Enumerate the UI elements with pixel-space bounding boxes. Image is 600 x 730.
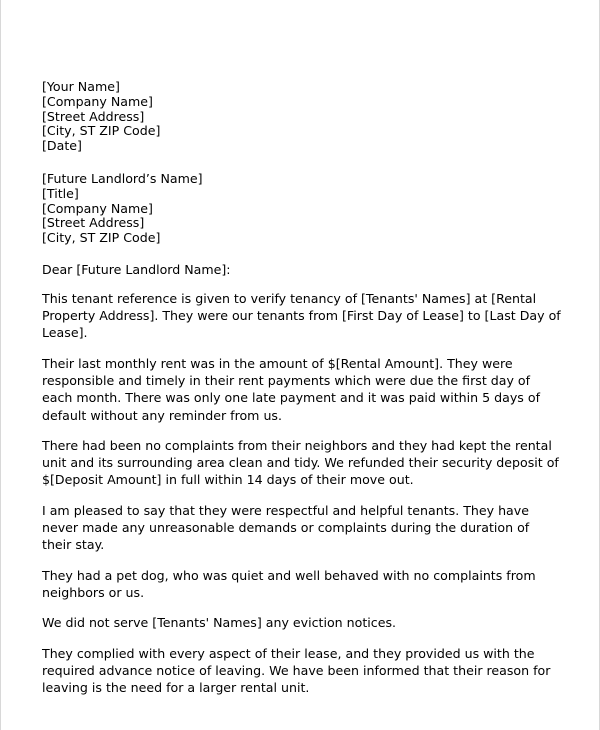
sender-street: [Street Address] bbox=[42, 108, 145, 124]
paragraph-rent-payments: Their last monthly rent was in the amount of $[Rental Amount]. They were responsible and timely in their rent payments which were due the first day of each month. There was only one late payment and it was paid within 5 days of default without any reminder from us. bbox=[42, 355, 541, 423]
sender-company: [Company Name] bbox=[42, 93, 153, 109]
recipient-address-block bbox=[42, 172, 562, 246]
sender-name: [Your Name] bbox=[42, 79, 120, 94]
letter-body bbox=[42, 80, 562, 696]
paragraph-tenant-conduct: I am pleased to say that they were respectful and helpful tenants. They have never made any unreasonable demands or complaints during the duration of their stay. bbox=[42, 502, 530, 553]
recipient-company: [Company Name] bbox=[42, 200, 153, 216]
sender-address-block bbox=[42, 80, 562, 154]
letter-date: [Date] bbox=[42, 138, 82, 154]
paragraph-tenancy-verification: This tenant reference is given to verify tenancy of [Tenants' Names] at [Rental Property Address]. They were our tenants from [First Day of Lease] to [Last Day of Lease]. bbox=[42, 290, 561, 341]
paragraph-neighbors-deposit: There had been no complaints from their neighbors and they had kept the rental unit and its surrounding area clean and tidy. We refunded their security deposit of $[Deposit Amount] in full within 14 days of their move out. bbox=[42, 437, 559, 488]
salutation: Dear [Future Landlord Name]: bbox=[42, 261, 231, 277]
paragraph-eviction: We did not serve [Tenants' Names] any eviction notices. bbox=[42, 615, 397, 631]
recipient-city: [City, ST ZIP Code] bbox=[42, 230, 161, 246]
paragraph-lease-compliance: They complied with every aspect of their lease, and they provided us with the required advance notice of leaving. We have been informed that their reason for leaving is the need for a larger rental unit. bbox=[42, 645, 551, 696]
recipient-title: [Title] bbox=[42, 185, 79, 201]
sender-city: [City, ST ZIP Code] bbox=[42, 123, 161, 139]
recipient-street: [Street Address] bbox=[42, 215, 145, 231]
recipient-name: [Future Landlord’s Name] bbox=[42, 170, 203, 186]
paragraph-pet: They had a pet dog, who was quiet and well behaved with no complaints from neighbors or us. bbox=[42, 567, 536, 600]
